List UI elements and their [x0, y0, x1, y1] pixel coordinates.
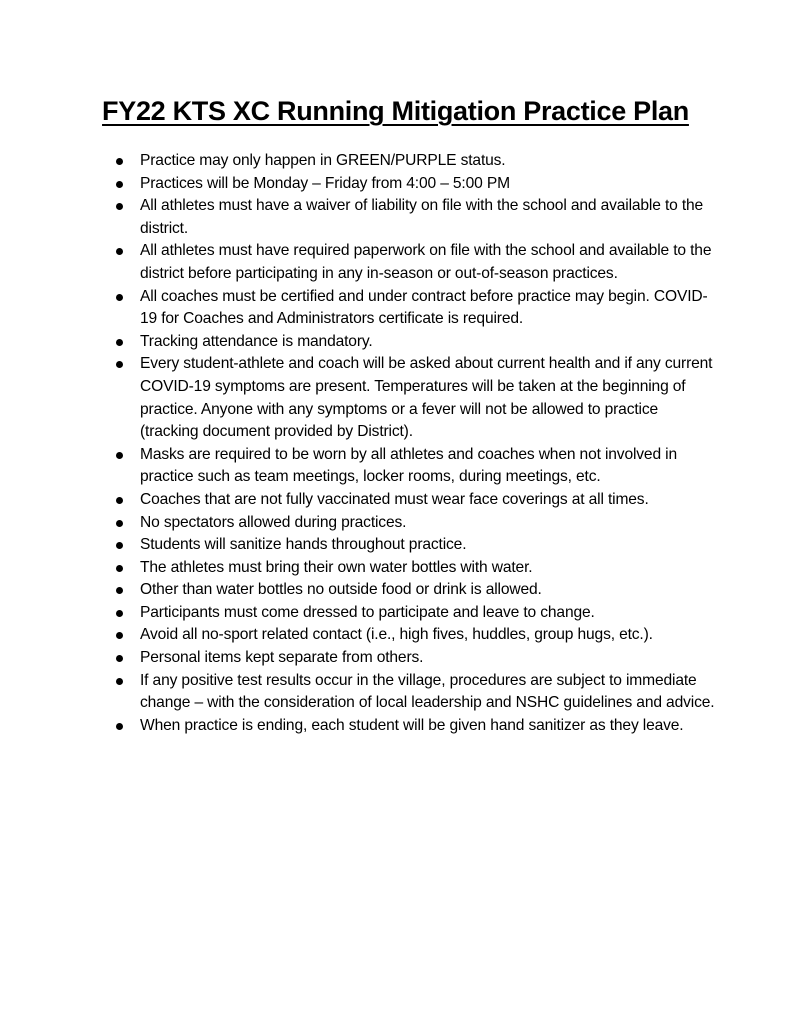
list-item-text: No spectators allowed during practices.: [140, 513, 407, 531]
bullet-icon: [116, 248, 123, 255]
document-title: FY22 KTS XC Running Mitigation Practice Plan: [102, 96, 689, 126]
bullet-icon: [116, 542, 123, 549]
bullet-icon: [116, 610, 123, 617]
list-item: [115, 240, 715, 285]
list-item-text: Masks are required to be worn by all athletes and coaches when not involved in practice such as team meetings, locker rooms, during meetings, etc.: [140, 445, 677, 486]
list-item: [115, 195, 715, 240]
list-item-text: All athletes must have a waiver of liability on file with the school and available to the district.: [140, 197, 704, 237]
list-item-text: Practices will be Monday – Friday from 4:00 – 5:00 PM: [140, 174, 510, 192]
bullet-icon: [116, 678, 123, 685]
bullet-icon: [116, 361, 123, 368]
list-item: [115, 512, 715, 535]
list-item-text: Avoid all no-sport related contact (i.e., high fives, huddles, group hugs, etc.).: [140, 626, 653, 644]
bullet-icon: [116, 520, 123, 527]
list-item: [115, 286, 715, 331]
list-item: [115, 579, 715, 602]
list-item: [115, 624, 715, 647]
bullet-icon: [116, 587, 123, 594]
bullet-icon: [116, 632, 123, 639]
list-item: [115, 647, 715, 670]
list-item-text: Tracking attendance is mandatory.: [140, 332, 373, 350]
list-item: [115, 173, 715, 196]
list-item-text: Every student-athlete and coach will be asked about current health and if any current COVID-19 symptoms are present. Temperatures will be taken at the beginning of practice. Anyone with any symptoms or a fever will not be allowed to practice (tracking document provided by District).: [140, 355, 713, 441]
bullet-icon: [116, 723, 123, 730]
bullet-icon: [116, 452, 123, 459]
list-item-text: When practice is ending, each student will be given hand sanitizer as they leave.: [140, 716, 684, 734]
list-item: [115, 715, 715, 738]
list-item-text: Other than water bottles no outside food or drink is allowed.: [140, 581, 542, 599]
bullet-icon: [116, 294, 123, 301]
list-item: [115, 489, 715, 512]
bullet-icon: [116, 181, 123, 188]
list-item: [115, 602, 715, 625]
list-item-text: All coaches must be certified and under contract before practice may begin. COVID-19 for Coaches and Administrators certificate is required.: [140, 287, 708, 328]
list-item-text: Personal items kept separate from others.: [140, 649, 424, 667]
bullet-icon: [116, 158, 123, 165]
list-item-text: Practice may only happen in GREEN/PURPLE status.: [140, 152, 506, 169]
list-item: [115, 534, 715, 557]
list-item-text: Participants must come dressed to participate and leave to change.: [140, 603, 595, 621]
list-item-text: Students will sanitize hands throughout practice.: [140, 536, 467, 554]
bullet-icon: [116, 497, 123, 504]
list-item: [115, 444, 715, 489]
practice-rules-list: [115, 150, 715, 737]
bullet-icon: [116, 203, 123, 210]
list-item: [115, 331, 715, 354]
list-item: [115, 150, 715, 173]
list-item-text: Coaches that are not fully vaccinated must wear face coverings at all times.: [140, 490, 649, 508]
list-item: [115, 670, 715, 715]
bullet-icon: [116, 565, 123, 572]
list-item: [115, 557, 715, 580]
list-item: [115, 353, 715, 443]
list-item-text: If any positive test results occur in the village, procedures are subject to immediate change – with the consideration of local leadership and NSHC guidelines and advice.: [140, 671, 715, 712]
list-item-text: The athletes must bring their own water bottles with water.: [140, 558, 533, 576]
bullet-icon: [116, 339, 123, 346]
list-item-text: All athletes must have required paperwork on file with the school and available to the district before participating in any in-season or out-of-season practices.: [140, 242, 712, 282]
bullet-icon: [116, 655, 123, 662]
